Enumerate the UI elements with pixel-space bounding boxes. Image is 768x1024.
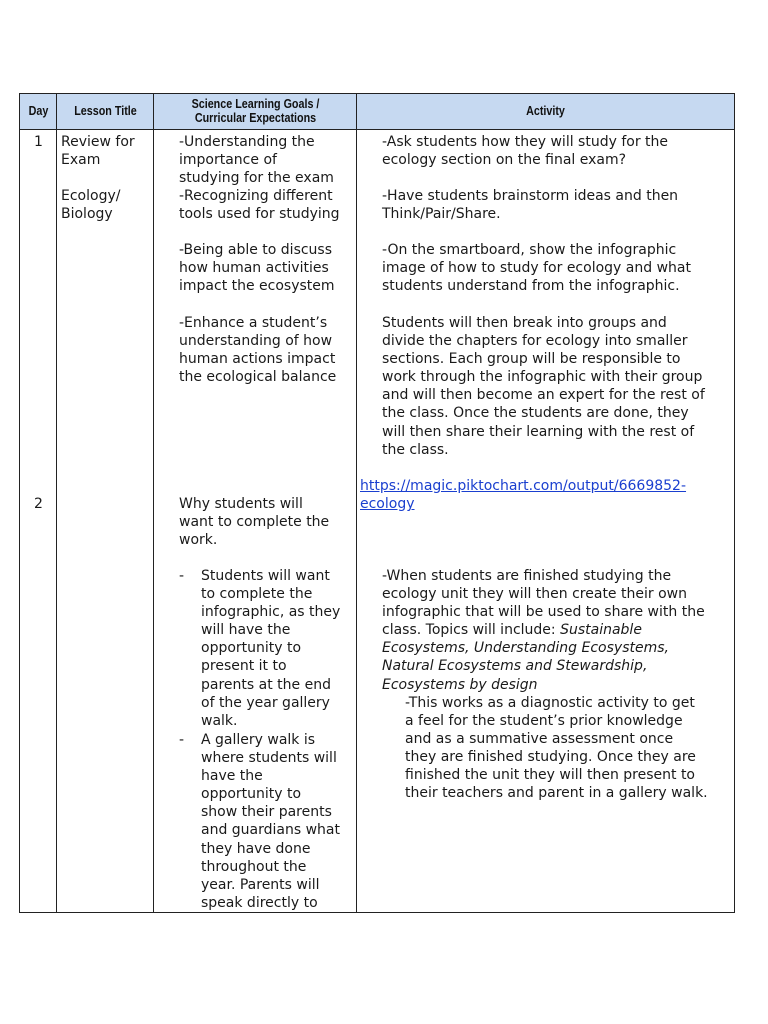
infographic-link[interactable]: https://magic.piktochart.com/output/6669852- ecology bbox=[360, 478, 687, 513]
activity-text: -Have students brainstorm ideas and then Think/Pair/Share. bbox=[382, 188, 679, 223]
header-lesson-title: Lesson Title bbox=[74, 104, 137, 118]
header-goals: Science Learning Goals / Curricular Expectations bbox=[191, 97, 320, 125]
column-divider bbox=[356, 94, 357, 912]
activity-intro: -When students are finished studying the ecology unit they will then create their own infographic that will be used to share with the class. Topics will include: bbox=[382, 568, 705, 639]
activity-topics: Sustainable Ecosystems, Understanding Ecosystems, Natural Ecosystems and Stewardship, Ecosystems by design bbox=[382, 622, 669, 693]
bullet-marker: - bbox=[179, 568, 185, 584]
day-2-cell: 2 bbox=[34, 496, 43, 512]
goal-bullet-item: A gallery walk is where students will have the opportunity to show their parents and guardians what they have done throughout the year. Parents will speak directly to bbox=[201, 732, 341, 911]
lesson-title-cell: Review for Exam bbox=[61, 134, 135, 169]
header-day: Day bbox=[28, 104, 49, 118]
lesson-subtitle-cell: Ecology/ Biology bbox=[61, 188, 121, 223]
activity-text: -On the smartboard, show the infographic image of how to study for ecology and what students understand from the infographic. bbox=[382, 242, 691, 295]
activity-intro-text bbox=[382, 567, 705, 694]
goal-text: -Enhance a student’s understanding of how human actions impact the ecological balance bbox=[179, 315, 337, 386]
day-1-cell: 1 bbox=[34, 134, 43, 150]
activity-note-text: -This works as a diagnostic activity to get a feel for the student’s prior knowledge and as a summative assessment once they are finished studying. Once they are finished the unit they will then present to their teachers and parent in a gallery walk. bbox=[405, 695, 708, 802]
header-activity: Activity bbox=[526, 104, 565, 118]
goal-bullet-item: Students will want to complete the infographic, as they will have the opportunity to present it to parents at the end of the year gallery walk. bbox=[201, 568, 341, 729]
goal-text: -Being able to discuss how human activities impact the ecosystem bbox=[179, 242, 335, 295]
lesson-plan-table bbox=[19, 93, 735, 913]
activity-text: Students will then break into groups and divide the chapters for ecology into smaller sections. Each group will be responsible to work through the infographic with their group and will then become an expert for the rest of the class. Once the students are done, they will then share their learning with the rest of the class. bbox=[382, 315, 705, 458]
activity-text: -Ask students how they will study for the ecology section on the final exam? bbox=[382, 134, 669, 169]
goal-text: -Understanding the importance of studying for the exam -Recognizing different tools used for studying bbox=[179, 134, 340, 223]
bullet-marker: - bbox=[179, 732, 185, 748]
goal-intro-text: Why students will want to complete the work. bbox=[179, 496, 330, 549]
column-divider bbox=[153, 94, 154, 912]
table-header-row bbox=[20, 94, 734, 130]
